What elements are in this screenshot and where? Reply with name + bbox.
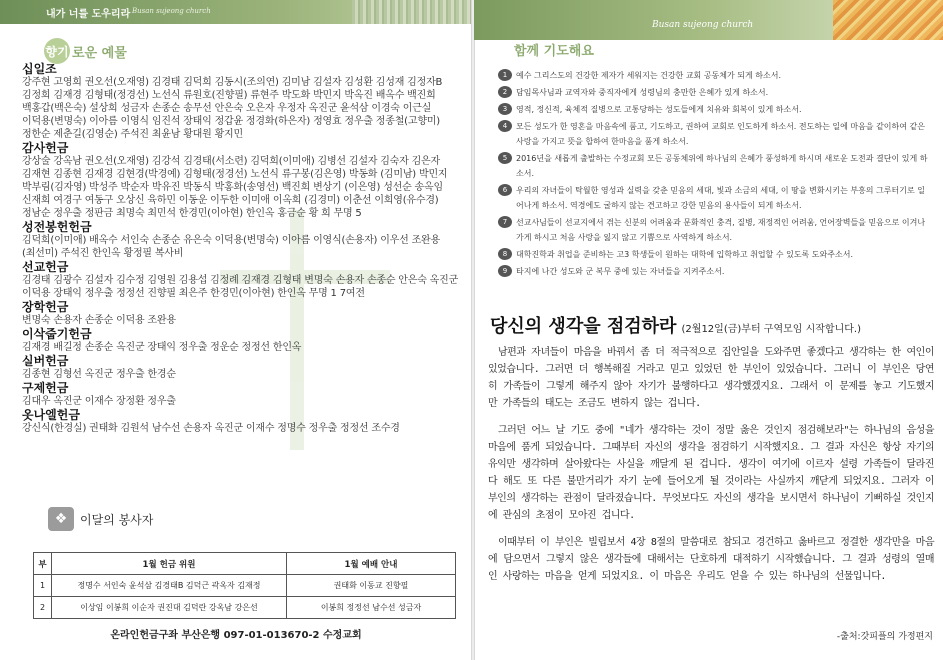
offering-group bbox=[22, 300, 462, 327]
offering-group bbox=[22, 327, 462, 354]
header-photo bbox=[352, 0, 472, 24]
table-header-cell: 1월 헌금 위원 bbox=[52, 553, 287, 575]
prayer-text: 예수 그리스도의 건강한 제자가 세워지는 건강한 교회 공동체가 되게 하소서. bbox=[516, 71, 781, 80]
offering-names: 변명숙 손용자 손종순 이덕용 조완용 bbox=[22, 315, 176, 326]
article-subtitle: (2월12일(금)부터 구역모임 시작합니다.) bbox=[681, 324, 861, 335]
offering-section-title: 로운 예물 bbox=[72, 45, 127, 61]
article-paragraph: 그러던 어느 날 기도 중에 "네가 생각하는 것이 정말 옳은 것인지 점검해보라"는 하나님의 음성을 마음에 품게 되었습니다. 그때부터 자신의 생각을 점검하기 시작했지요. 그 결과 자신은 항상 자기의 유익만 생각하며 살아왔다는 사실을 깨달게 된 겁니다. 생각이 여기에 이르자 설령 가족들이 달라진다 해도 또 다른 불만거리가 자기 눈에 들어오게 될 것이라는 사실까지 깨닫게 되었지요. 그러자 이 부인의 생각하는 관점이 달라졌습니다. 무엇보다도 자신의 생각을 보시면서 하나님이 기뻐하실 것인지에 관심의 초점이 모아진 겁니다. bbox=[488, 425, 934, 521]
offering-list bbox=[22, 62, 462, 435]
article-heading bbox=[490, 312, 940, 338]
offering-title: 선교헌금 bbox=[22, 260, 69, 274]
offering-section-heading bbox=[44, 38, 127, 64]
article-paragraph: 남편과 자녀들이 마음을 바꿔서 좀 더 적극적으로 집안일을 도와주면 좋겠다고 생각하는 한 여인이 있었습니다. 그러면 더 행복해질 거라고 믿고 있었던 한 부인이 있었습니다. 그러니 이 부인은 당연히 가족들이 그렇게 해주지 않아 자기가 불행하다고 생각했겠지요. 그래서 이 문제를 놓고 기도했지만 가족들의 태도는 조금도 변하지 않는 겁니다. bbox=[488, 347, 934, 409]
offering-group bbox=[22, 408, 462, 435]
table-header-cell: 부 bbox=[34, 553, 52, 575]
article-source: -출처:갓피플의 가정편지 bbox=[836, 632, 933, 642]
list-item bbox=[498, 215, 928, 245]
prayer-text: 타지에 나간 성도와 군 복무 중에 있는 자녀들을 지켜주소서. bbox=[516, 267, 725, 276]
right-page bbox=[474, 0, 943, 660]
offering-names: 김대우 옥진군 이재수 장정환 정우출 bbox=[22, 396, 176, 407]
number-badge-icon: 3 bbox=[498, 103, 512, 115]
prayer-text: 영적, 정신적, 육체적 질병으로 고통당하는 성도들에게 치유와 회복이 있게 하소서. bbox=[516, 105, 802, 114]
list-item bbox=[498, 264, 928, 279]
offering-title: 감사헌금 bbox=[22, 141, 69, 155]
prayer-text: 담임목사님과 교역자와 중직자에게 성령님의 충만한 은혜가 있게 하소서. bbox=[516, 88, 769, 97]
article-body bbox=[488, 344, 934, 595]
bank-account-line: 온라인헌금구좌 부산은행 097-01-013670-2 수정교회 bbox=[110, 630, 362, 641]
offering-names: 김재경 배길정 손종순 옥진군 장태익 정우출 정운순 정정선 한인옥 bbox=[22, 342, 302, 353]
prayer-list bbox=[498, 68, 928, 281]
list-item bbox=[498, 247, 928, 262]
number-badge-icon: 9 bbox=[498, 265, 512, 277]
list-item bbox=[498, 119, 928, 149]
badge-circle-icon: 향기 bbox=[44, 38, 70, 64]
list-item bbox=[498, 183, 928, 213]
volunteer-title: 이달의 봉사자 bbox=[80, 512, 154, 527]
header-photo bbox=[833, 0, 943, 40]
offering-group bbox=[22, 141, 462, 220]
prayer-text: 대학진학과 취업을 준비하는 고3 학생들이 원하는 대학에 입학하고 취업할 수 있도록 도와주소서. bbox=[516, 250, 853, 259]
table-row bbox=[34, 575, 456, 597]
table-cell: 권태화 이동교 진향필 bbox=[287, 575, 456, 597]
offering-group bbox=[22, 62, 462, 141]
header-title: 내가 너를 도우리라 bbox=[46, 9, 131, 20]
header-church-name: Busan sujeong church bbox=[652, 20, 754, 30]
number-badge-icon: 7 bbox=[498, 216, 512, 228]
offering-title: 십일조 bbox=[22, 62, 57, 76]
offering-group bbox=[22, 354, 462, 381]
offering-names: 김종현 김형선 옥진군 정우출 한경순 bbox=[22, 369, 176, 380]
table-header-row bbox=[34, 553, 456, 575]
offering-title: 이삭줍기헌금 bbox=[22, 327, 92, 341]
list-item bbox=[498, 151, 928, 181]
offering-names: 김경태 김광수 김설자 김수정 김영원 김용섭 김정례 김재경 김형태 변명숙 손용자 손종순 안은숙 옥진군 이덕용 장태익 정우출 정정선 진향필 최은주 한경민(이아현) 한인옥 무명 1 7여전 bbox=[22, 275, 459, 299]
prayer-text: 2016년을 새롭게 출발하는 수정교회 모든 공동체위에 하나님의 은혜가 풍성하게 하시며 새로운 도전과 결단이 있게 하소서. bbox=[516, 154, 928, 178]
volunteer-heading bbox=[48, 507, 153, 531]
table-cell: 1 bbox=[34, 575, 52, 597]
right-header-banner bbox=[474, 0, 943, 40]
list-item bbox=[498, 68, 928, 83]
number-badge-icon: 5 bbox=[498, 152, 512, 164]
volunteer-photo-icon: ❖ bbox=[48, 507, 74, 531]
article-title: 당신의 생각을 점검하라 bbox=[490, 316, 677, 337]
prayer-text: 모든 성도가 한 영혼을 마음속에 품고, 기도하고, 권하여 교회로 인도하게 하소서. 전도하는 일에 마음을 같이하여 같은 사랑을 가지고 뜻을 합하여 한마음을 품게 하소서. bbox=[516, 122, 925, 146]
number-badge-icon: 6 bbox=[498, 184, 512, 196]
number-badge-icon: 1 bbox=[498, 69, 512, 81]
left-header-banner bbox=[0, 0, 472, 24]
table-cell: 이상임 이봉희 이순자 권진대 김덕란 강옥남 강은선 bbox=[52, 597, 287, 619]
table-cell: 2 bbox=[34, 597, 52, 619]
offering-title: 구제헌금 bbox=[22, 381, 69, 395]
offering-title: 옷나엘헌금 bbox=[22, 408, 80, 422]
list-item bbox=[498, 85, 928, 100]
prayer-text: 선교사님들이 선교지에서 겪는 신분의 어려움과 문화적인 충격, 질병, 재정적인 어려움, 언어장벽들을 믿음으로 이겨나가게 하시고 처음 사랑을 잃지 않고 기쁨으로 사역하게 하소서. bbox=[516, 218, 926, 242]
table-row bbox=[34, 597, 456, 619]
header-church-name: Busan sujeong church bbox=[132, 7, 211, 15]
offering-names: 강상술 강옥남 권오선(오재영) 김강석 김경태(서소련) 김덕희(이미애) 김병선 김설자 김숙자 김은자 김재현 김종현 김재경 김현경(박경예) 김형태(정경선) 노선식 류구봉(김은영) 박동화 (김미남) 박민지 박부림(김자영) 박성주 박순자 박유진 박동식 박홍화(송영선) 백진희 변상기 (이은영) 성선순 송옥임 신재희 여경구 여동구 오상신 육하민 이동운 이두한 이미애 이옥희 (김경미) 이춘선 이희영(유수경) 정남순 정우출 정판금 최명숙 최민석 한경민(이아현) 한인옥 홍금순 황 희 무명 5 bbox=[22, 156, 448, 219]
table-cell: 정명수 서인숙 윤석삼 김경태B 김덕근 곽옥자 김재정 bbox=[52, 575, 287, 597]
offering-title: 성전봉헌헌금 bbox=[22, 220, 92, 234]
prayer-text: 우리의 자녀들이 탁월한 영성과 실력을 갖춘 믿음의 세대, 빛과 소금의 세대, 이 땅을 변화시키는 부흥의 그루터기로 일어나게 하소서. 역경에도 굴하지 않는 견고하고 강한 믿음의 용사들이 되게 하소서. bbox=[516, 186, 925, 210]
offering-title: 실버헌금 bbox=[22, 354, 69, 368]
offering-group bbox=[22, 381, 462, 408]
number-badge-icon: 2 bbox=[498, 86, 512, 98]
number-badge-icon: 8 bbox=[498, 248, 512, 260]
offering-names: 강신식(한경실) 권태화 김원석 남수선 손용자 옥진군 이재수 정명수 정우출 정정선 조수경 bbox=[22, 423, 400, 434]
table-header-cell: 1월 예배 안내 bbox=[287, 553, 456, 575]
offering-names: 김덕희(이미애) 배옥수 서인숙 손종순 유은숙 이덕용(변명숙) 이아름 이영식(손용자) 이우선 조완용(최선미) 주석진 한인옥 황정필 복사비 bbox=[22, 235, 440, 259]
offering-title: 장학헌금 bbox=[22, 300, 69, 314]
offering-group bbox=[22, 220, 462, 260]
offering-names: 강주현 고영희 권오선(오재영) 김경태 김덕희 김동시(조의연) 김미남 김설자 김성환 김성재 김정자B 김정희 김재경 김형태(정경선) 노선식 류원호(진향필) 류현주 박도화 박민지 박옥진 배옥수 백진희 백홍갑(백은숙) 설상희 성금자 손종순 송무선 안은숙 오은자 우정자 옥진군 윤석삼 이경숙 이근실 이덕용(변명숙) 이아름 이영식 임진석 장태익 정갑윤 정경화(하은자) 정영효 정우출 정종철(고향미) 정한순 제춘길(김영순) 주석진 최윤남 황대원 황지민 bbox=[22, 77, 443, 140]
prayer-section-title: 함께 기도해요 bbox=[514, 44, 594, 59]
list-item bbox=[498, 102, 928, 117]
article-paragraph: 이때부터 이 부인은 빌립보서 4장 8절의 말씀대로 참되고 경건하고 옳바르고 정결한 생각만을 마음에 담으면서 그렇지 않은 생각들에 대해서는 단호하게 대적하기 시작했습니다. 그 결과 성령의 열매인 사랑하는 마음을 얻게 되었지요. 이 마음은 우리도 얻을 수 있는 하나님의 선물입니다. bbox=[488, 537, 934, 582]
offering-group bbox=[22, 260, 462, 300]
number-badge-icon: 4 bbox=[498, 120, 512, 132]
volunteer-table bbox=[33, 552, 456, 619]
table-cell: 이봉희 정정선 남수선 성금자 bbox=[287, 597, 456, 619]
